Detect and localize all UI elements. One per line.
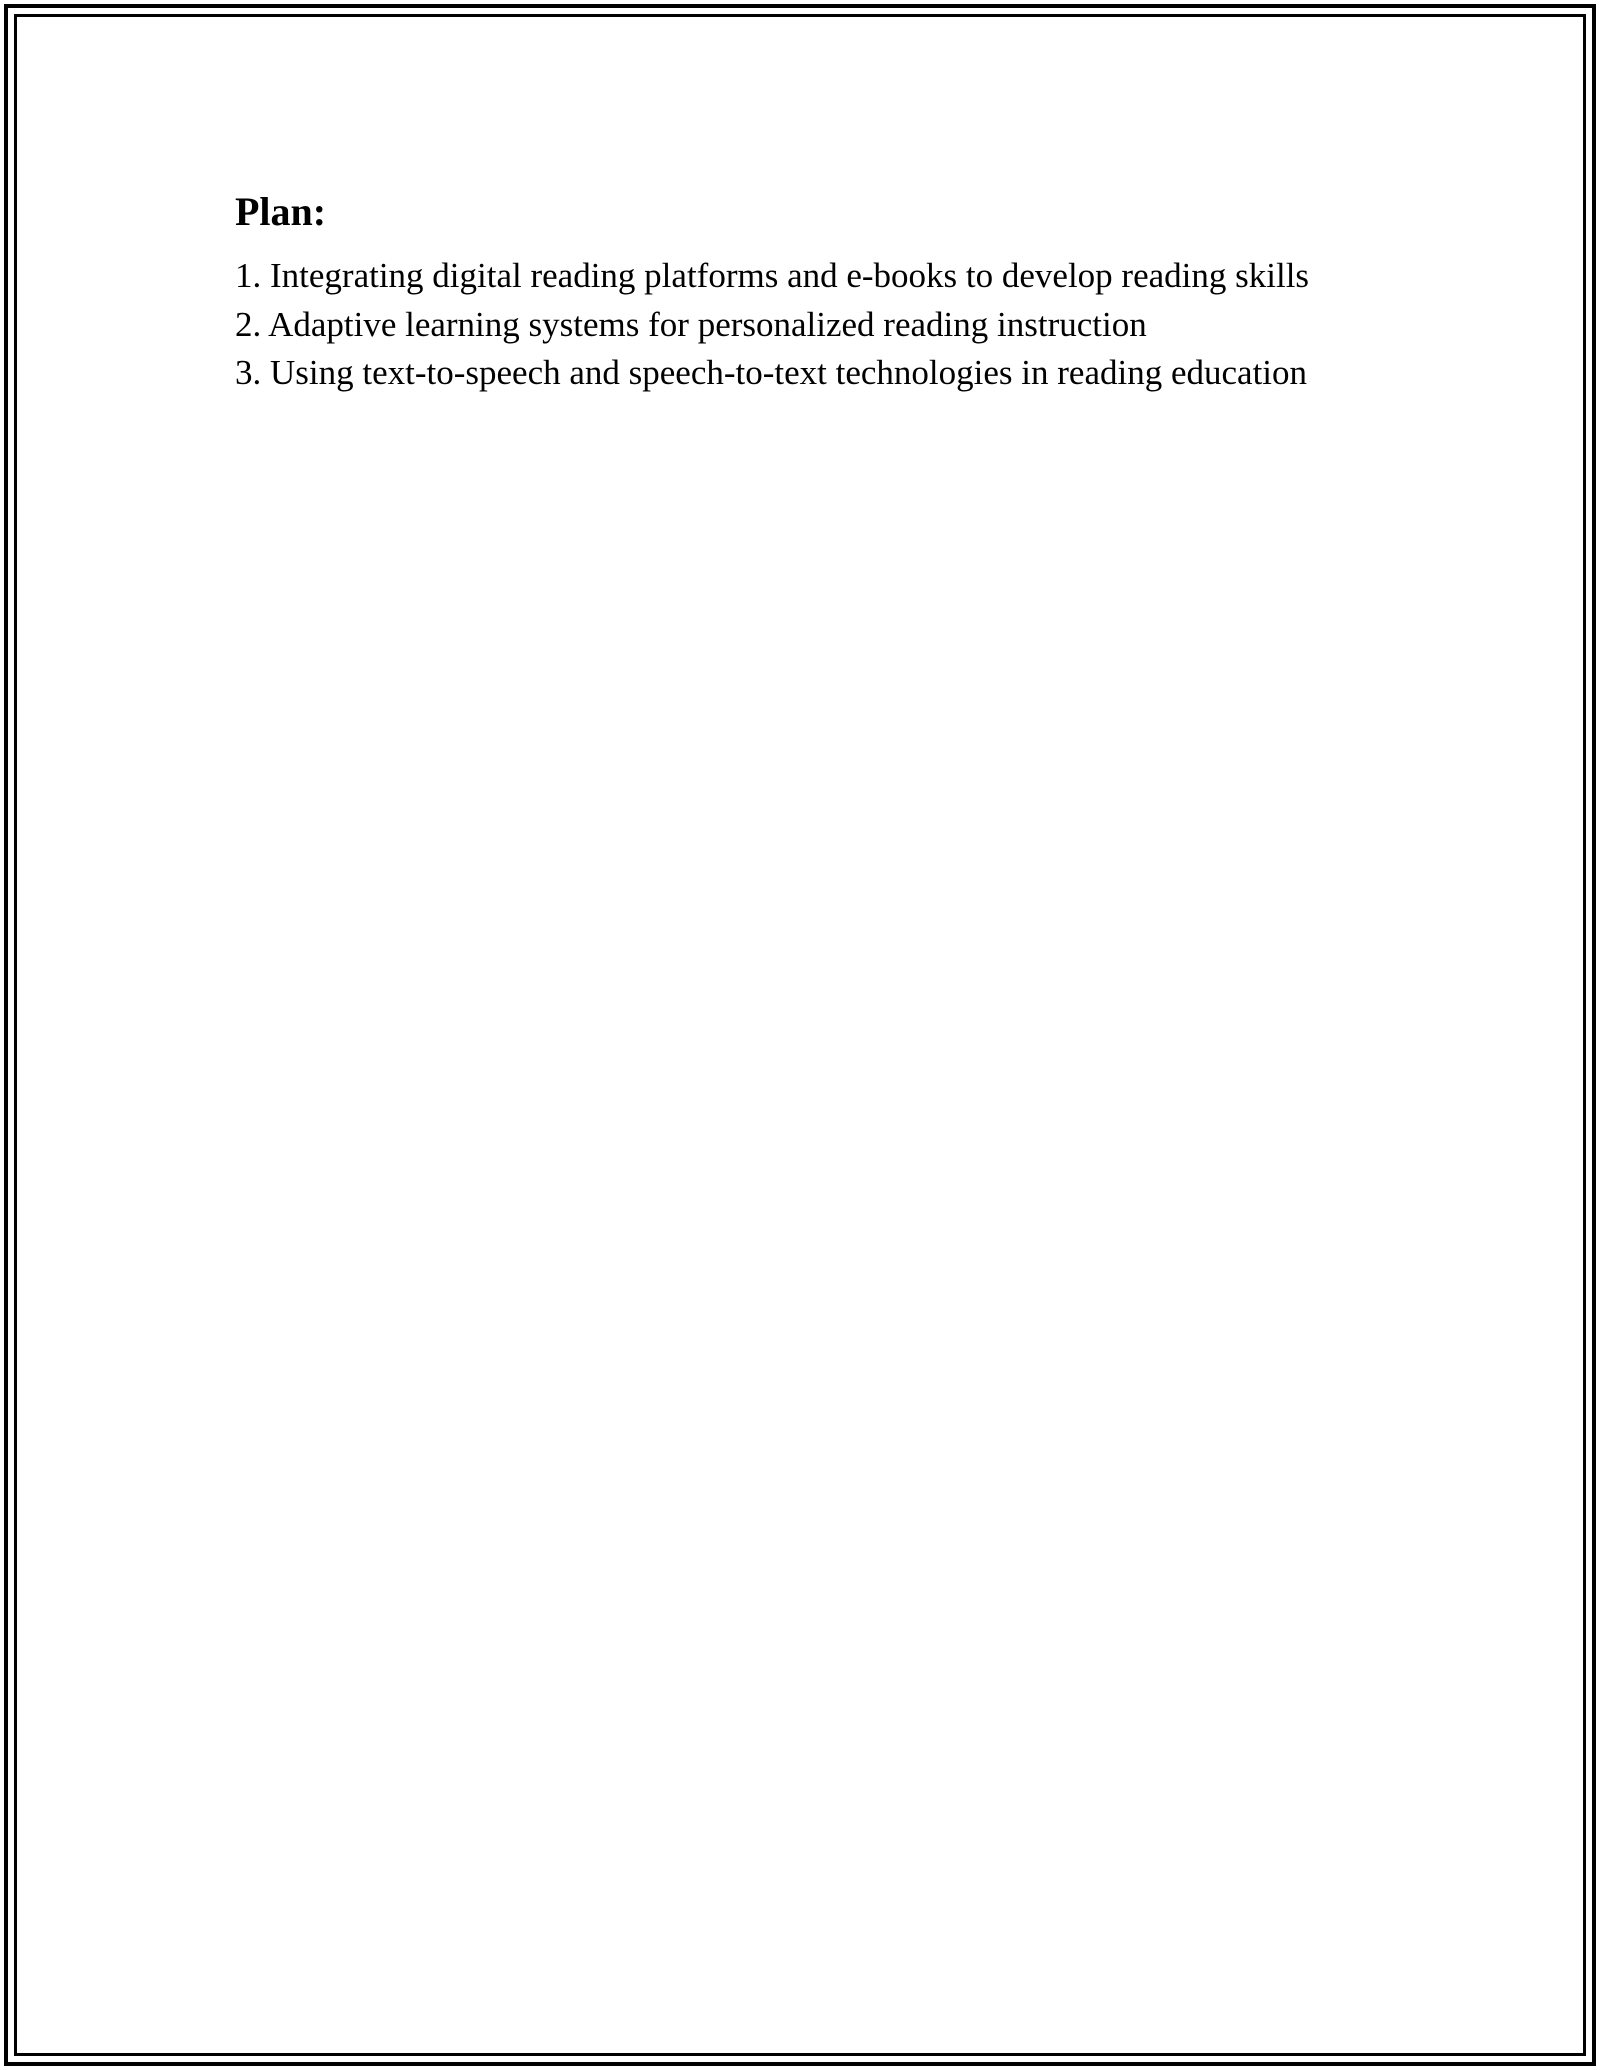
plan-item-1: 1. Integrating digital reading platforms and e-books to develop reading skills bbox=[235, 256, 1310, 295]
plan-heading: Plan: bbox=[235, 189, 327, 234]
plan-item-2: 2. Adaptive learning systems for personalized reading instruction bbox=[235, 304, 1147, 344]
plan-list bbox=[235, 252, 1415, 398]
page-content bbox=[235, 184, 1415, 398]
plan-item-3: 3. Using text-to-speech and speech-to-text technologies in reading education bbox=[235, 353, 1308, 392]
